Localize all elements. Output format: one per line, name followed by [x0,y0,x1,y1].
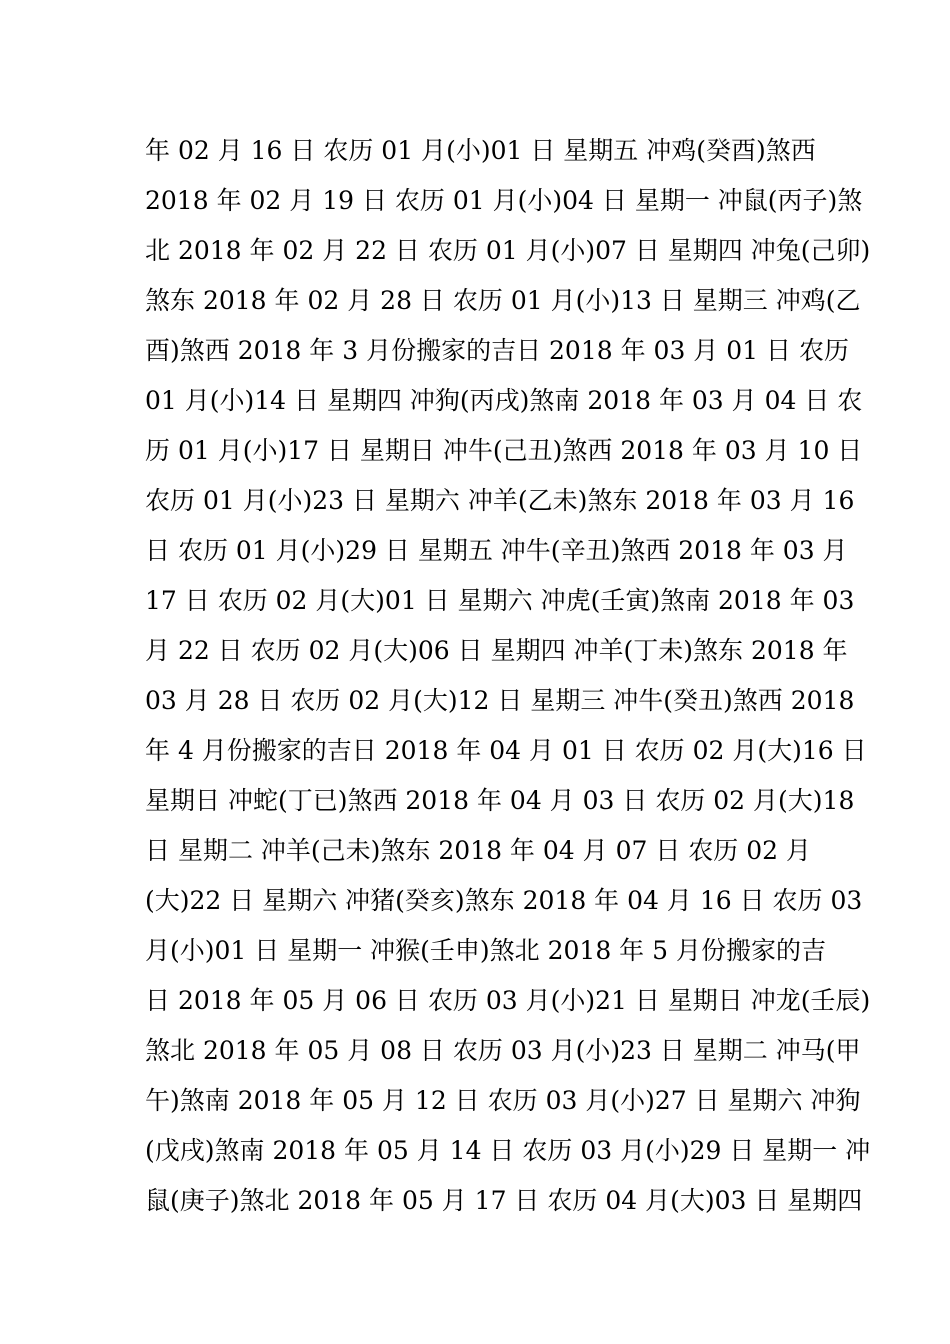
text-line-7: 历 01 月(小)17 日 星期日 冲牛(己丑)煞西 2018 年 03 月 10 日 [145,436,863,465]
text-line-15: 日 星期二 冲羊(己未)煞东 2018 年 04 月 07 日 农历 02 月 [145,836,811,865]
text-line-13: 年 4 月份搬家的吉日 2018 年 04 月 01 日 农历 02 月(大)16 日 [145,736,867,765]
text-line-5: 酉)煞西 2018 年 3 月份搬家的吉日 2018 年 03 月 01 日 农历 [145,336,849,365]
text-line-12: 03 月 28 日 农历 02 月(大)12 日 星期三 冲牛(癸丑)煞西 2018 [145,686,855,715]
text-line-17: 月(小)01 日 星期一 冲猴(壬申)煞北 2018 年 5 月份搬家的吉 [145,936,826,965]
text-line-19: 煞北 2018 年 05 月 08 日 农历 03 月(小)23 日 星期二 冲马(甲 [145,1036,861,1065]
text-line-1: 年 02 月 16 日 农历 01 月(小)01 日 星期五 冲鸡(癸酉)煞西 [145,136,816,165]
text-line-10: 17 日 农历 02 月(大)01 日 星期六 冲虎(壬寅)煞南 2018 年 03 [145,586,855,615]
text-line-16: (大)22 日 星期六 冲猪(癸亥)煞东 2018 年 04 月 16 日 农历 03 [145,886,863,915]
text-line-22: 鼠(庚子)煞北 2018 年 05 月 17 日 农历 04 月(大)03 日 星期四 [145,1186,863,1215]
text-line-3: 北 2018 年 02 月 22 日 农历 01 月(小)07 日 星期四 冲兔(己卯) [145,236,871,265]
text-line-8: 农历 01 月(小)23 日 星期六 冲羊(乙未)煞东 2018 年 03 月 16 [145,486,855,515]
text-line-21: (戊戌)煞南 2018 年 05 月 14 日 农历 03 月(小)29 日 星期一 冲 [145,1136,871,1165]
text-line-2: 2018 年 02 月 19 日 农历 01 月(小)04 日 星期一 冲鼠(丙子)煞 [145,186,863,215]
text-line-14: 星期日 冲蛇(丁已)煞西 2018 年 04 月 03 日 农历 02 月(大)18 [145,786,855,815]
text-line-4: 煞东 2018 年 02 月 28 日 农历 01 月(小)13 日 星期三 冲鸡(乙 [145,286,861,315]
text-line-9: 日 农历 01 月(小)29 日 星期五 冲牛(辛丑)煞西 2018 年 03 月 [145,536,848,565]
text-line-18: 日 2018 年 05 月 06 日 农历 03 月(小)21 日 星期日 冲龙(壬辰) [145,986,871,1015]
text-line-6: 01 月(小)14 日 星期四 冲狗(丙戌)煞南 2018 年 03 月 04 日 农 [145,386,863,415]
body-text [145,126,871,1226]
text-line-20: 午)煞南 2018 年 05 月 12 日 农历 03 月(小)27 日 星期六 冲狗 [145,1086,861,1115]
text-line-11: 月 22 日 农历 02 月(大)06 日 星期四 冲羊(丁未)煞东 2018 年 [145,636,848,665]
